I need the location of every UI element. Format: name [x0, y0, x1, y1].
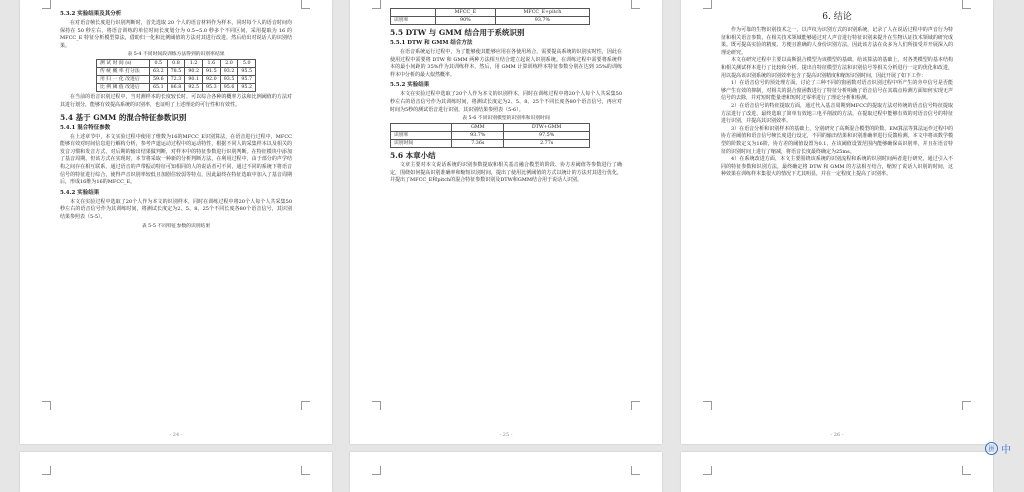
- table-cell: 92.0: [203, 76, 221, 84]
- chapter-title: 6. 结论: [822, 12, 852, 22]
- table-cell: 2.77s: [504, 140, 590, 148]
- paragraph: 本文在研究过程中主要以高斯混合模型为该模型的基础，给该算法的基础上，对各类模型的基本结构和相关测试样本进行了比较和分析。提出自特征模型方法和识别信号等相关分析进行一定的优化和改进，用以提高该识别系统的识别效率包含了提高识别精度和缩短识别时间，因此开展了如下工作：: [721, 57, 953, 79]
- crop-mark: [301, 466, 310, 475]
- table-cell: 59.6: [149, 76, 167, 84]
- subsection-heading: 5.4.1 混合特征参数: [60, 124, 111, 131]
- table-cell: 93.5: [220, 76, 238, 84]
- crop-mark: [301, 401, 310, 410]
- paragraph: 文章主要对本文说话系统的识别参数提取和相关基音融合模型的阶段、协方差阈值等参数进行了确定，围绕如何提高识别准确率和缩短识别时间，提出了使用比例阈值的方式以统计的方法对其进行优化，并提出了MFCC_E和pitch的混合特征参数识别及DTW和GMM结合用于说话人识别。: [390, 162, 622, 184]
- table-cell: 95.2: [238, 84, 256, 92]
- language-label: 中: [1001, 444, 1011, 456]
- section-heading: 5.6 本章小结: [390, 151, 436, 161]
- table-cell: 5.0: [238, 60, 256, 68]
- table-cell: [391, 124, 452, 132]
- subsection-heading: 5.5.2 实验结果: [390, 82, 430, 89]
- crop-mark: [703, 401, 712, 410]
- table-cell: 93.7%: [495, 17, 589, 25]
- crop-mark: [631, 466, 640, 475]
- crop-mark: [372, 0, 381, 9]
- paragraph: 在对语音帧长度进行识别判断时，首先选取 20 个人的语音材料作为样本，同时每个人的语音时间均保持在 50 秒左右，将语音训练的单位时间长度划分为 0.5~5.0 秒多个不同区间，采用提取为 16 的 MFCC_E 特征分析模型算法，借助归一化和比例阈值的方法对其进行改进，然后给出对说话人的识别结果。: [60, 20, 292, 49]
- crop-mark: [631, 0, 640, 9]
- section-heading: 5.3.2 实验结果及其分析: [60, 11, 122, 17]
- table-cell: 识别率: [391, 17, 436, 25]
- document-page-next: [350, 452, 662, 492]
- table-row-header: 比 例 阈 值 改进后: [96, 84, 149, 92]
- paragraph: 在语音系统运行过程中，为了能够使其能够应用在各使用场合，需要提高系统的识别实时性，因此在使用过程中需要将 DTW 和 GMM 两种方法相互结合建立起说人识别系统。在训练过程中需要将系统样本的最小间距的 35%作为其训练样本，然后，用 GMM 计算训练样本特征参数分别在达到 35%的训练样本中分析的最大似然概率。: [390, 49, 622, 78]
- table-cell: 识别率: [391, 132, 452, 140]
- table-cell: 97.5%: [504, 132, 590, 140]
- crop-mark: [962, 401, 971, 410]
- table-row-header: 传 统 概 率 打分法: [96, 68, 149, 76]
- paragraph: 1）在语音信号的预处理方面，讨论了三种不同的窗函数对语音识别过程中所产生的旁中信号是否能够产生有效的抑制，对相关的混合窗函数进行了特征分析明确了语音信号在其端点检测方面如何实现无声信号的去除，并对短时能量谱和短时过零率进行了理论分析和检测。: [721, 80, 953, 102]
- model-comparison-table: [390, 123, 590, 148]
- crop-mark: [42, 466, 51, 475]
- table-cell: 识别时间: [391, 140, 452, 148]
- table-header-cell: MFCC_E: [435, 9, 495, 17]
- page-body: [390, 8, 622, 426]
- table-cell: 95.3: [203, 84, 221, 92]
- document-page-next: [681, 452, 993, 492]
- paragraph: 4）在系统改进方面，本文主要围绕该系统的识别流程和系统的识别时间两者进行研究，通过引入不同的特征参数和识别方法，最终确定将 DTW 和 GMM 的方法相互结合，缩短了说话人识别的时间，这种效果在训练样本集很大的情况下尤其明显，并在一定程度上提高了识别率。: [721, 156, 953, 178]
- crop-mark: [962, 466, 971, 475]
- paragraph: 本文在实验过程中选取了20个人作为本文的识别样本，同时在训练过程中将20个人每个人共采集50秒左右的语音信号作为其训练时间，将测试长度定为2、5、8、25个不同长度各80个语音信号，其识别结果参照表（5-5）。: [60, 198, 292, 220]
- table-cell: 93.7%: [452, 132, 504, 140]
- crop-mark: [962, 0, 971, 9]
- table-cell: 0.8: [167, 60, 185, 68]
- table-cell: 1.6: [203, 60, 221, 68]
- table-cell: [391, 9, 436, 17]
- page-number: - 24 -: [169, 432, 183, 438]
- crop-mark: [42, 401, 51, 410]
- crop-mark: [42, 0, 51, 9]
- crop-mark: [631, 401, 640, 410]
- table-cell: 92.5: [185, 84, 203, 92]
- table-cell: 90%: [435, 17, 495, 25]
- table-cell: 7.36s: [452, 140, 504, 148]
- page-body: [721, 8, 953, 426]
- document-page-25: [350, 0, 662, 444]
- subsection-heading: 5.5.1 DTW 和 GMM 结合方法: [390, 40, 473, 46]
- table-cell: 93.2: [220, 68, 238, 76]
- crop-mark: [301, 0, 310, 9]
- paragraph: 在上述章节中，本文实验过程中使用了维数为16的MFCC_E识别算法，在语音进行过程中，MFCC能够有效对时间信息进行解构分析，参考声道运动过程中的运动特性，根据不同人的采集样本以及相关的发音习惯和发音方式，对后期的输出结果做判断，对样本中的特征参数进行识别判断。在特征模块中添加了基音周期，但该方式在实现时，本节将采取一种新的分析判断方法，在利用过程中，由于部分的声学结构之间存在相互联系，通过语音的声带振动特征可知相同的人的说话者可不同，通过不同的系统下将语音信号的特征进行综合，使得声音识别率较低且加剧住较弱等特点，因此最终在特征选取中加入了基音周期后，形成16维为16的MFCC_E。: [60, 133, 292, 186]
- crop-mark: [703, 0, 712, 9]
- table-cell: 78.5: [167, 68, 185, 76]
- table-caption: 表 5-4 不同时间段训练方法得到的识别率结果: [127, 52, 225, 58]
- crop-mark: [703, 466, 712, 475]
- crop-mark: [372, 401, 381, 410]
- document-page-24: [20, 0, 332, 444]
- section-heading: 5.5 DTW 与 GMM 结合用于系统识别: [390, 28, 525, 37]
- table-row: [96, 68, 255, 76]
- paragraph: 在当前的语音识别过程中，当对测样本的长度较长时，可以综合各种的概率方法和比例阈值的方法对其进行划分，能够有效提高系统的识别率，也证明了上述理论的可行性和有效性。: [60, 94, 292, 108]
- paragraph: 作为可靠的生物识别技术之一，以声纹为识别方式的识别系统，记录了人在说话过程中的声音行为特征和相关语音参数，在相关技术领域能够通过对人声音进行特征识别来提升在生物认证技术领域的研究成果。既可提高实验的精度、方便且准确的人身份识别方法，因此该方法在众多为人们所接受并开展深入的理论研究。: [721, 27, 953, 56]
- document-page-next: [20, 452, 332, 492]
- page-number: - 26 -: [830, 432, 844, 438]
- table-caption: 表 5-6 不同识别模型的识别率和识别时间: [462, 116, 550, 122]
- table-cell: 2.0: [220, 60, 238, 68]
- paragraph: 2）在语音信号的特征提取方面，通过代入基音周期到MFCC的提取方法对传统的语音信号特征提取方法进行了改进，最终选取了简单有效地三电平削波的方法，在提取过程中能够有效的对语音信号的特征进行识别，并提高其识别效率。: [721, 102, 953, 125]
- table-row-header: 用 归 一 化 改进后: [96, 76, 149, 84]
- table-cell: 72.3: [167, 76, 185, 84]
- table-cell: 95.7: [238, 76, 256, 84]
- table-cell: 0.5: [149, 60, 167, 68]
- table-row: [96, 76, 255, 84]
- language-toggle-button[interactable]: [985, 440, 1021, 456]
- recognition-rate-table: [96, 59, 256, 92]
- table-cell: 95.6: [220, 84, 238, 92]
- paragraph: 3）在语音分析和识别样本的基础上，分别研究了高斯混合模型的阶数、EM算法等算法运作过程中的协方差阈值和语音信号帧长度进行设定，不同的输出结果和识别准确率进行反馈检测。本文中将该数学模型的阶数定义为16阶，协方差的阈值设置为0.1，在该阈值设置范围内能够确保高识别率，并且在语音特征的识别时间上进行了缩减，将语音长度最终确定为25ms。: [721, 125, 953, 155]
- table-row: [96, 84, 255, 92]
- table-cell: 90.2: [185, 68, 203, 76]
- table-header-cell: MFCC_E+pitch: [495, 9, 589, 17]
- table-cell: 95.5: [238, 68, 256, 76]
- table-header-cell: GMM: [452, 124, 504, 132]
- input-method-icon: 拼: [985, 442, 998, 455]
- document-page-26: [681, 0, 993, 444]
- crop-mark: [372, 466, 381, 475]
- subsection-heading: 5.4.2 实验结果: [60, 189, 100, 196]
- table-caption: 表 5-5 不同特征参数的识别结果: [141, 223, 211, 229]
- table-header-cell: DTW+GMM: [504, 124, 590, 132]
- table-row: [96, 60, 255, 68]
- page-number: - 25 -: [499, 432, 513, 438]
- section-heading: 5.4 基于 GMM 的混合特征参数识别: [60, 112, 187, 122]
- table-cell: 91.5: [203, 68, 221, 76]
- feature-comparison-table: [390, 8, 590, 25]
- table-cell: 65.1: [149, 84, 167, 92]
- paragraph: 本文在实验过程中选取了20个人作为本文的识别样本，同时在训练过程中将20个人每个人共采集50秒左右的语音信号作为其训练时间，将测试长度定为2、5、8、25个不同长度各80个语音信号，再应对时间为5秒的测试语音进行识别，其识别结果参照表（5-6）。: [390, 91, 622, 113]
- page-body: [60, 8, 292, 426]
- table-cell: 90.1: [185, 76, 203, 84]
- table-cell: 63.2: [149, 68, 167, 76]
- table-cell: 86.8: [167, 84, 185, 92]
- table-cell: 1.2: [185, 60, 203, 68]
- table-row-header: 测 试 时 间 (s): [96, 60, 149, 68]
